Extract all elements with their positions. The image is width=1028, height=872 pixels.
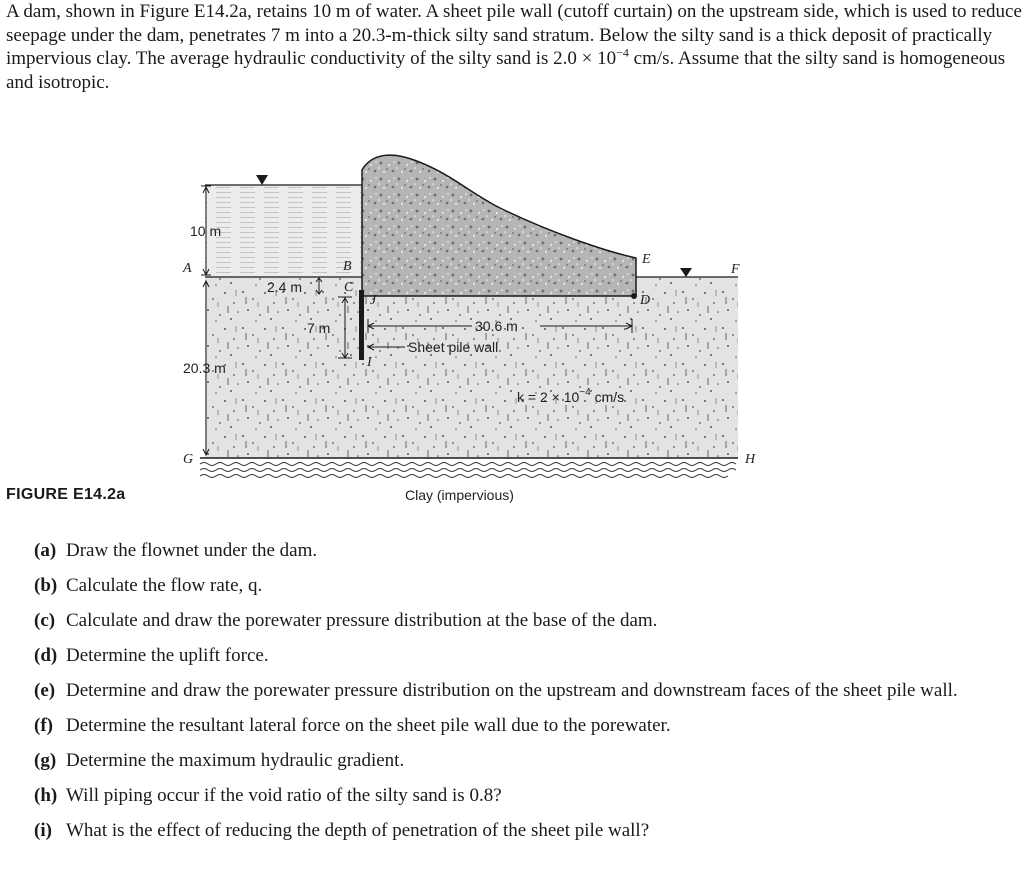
question-text: Will piping occur if the void ratio of the silty sand is 0.8? — [66, 785, 502, 806]
question-text: Determine the maximum hydraulic gradient. — [66, 750, 405, 771]
sheet-offset-label: 2.4 m — [267, 279, 303, 295]
question-letter: (c) — [34, 610, 56, 631]
point-f-label: F — [731, 262, 740, 277]
intro-text-a: A dam, shown in Figure E14.2a, retains 10 m of water. A sheet pile wall (cutoff curtain) on the upstream side, which is used to reduce seepage under the dam, penetrates 7 m into a 20.3-m-thick silty sand stratum. Below the silty sand is a thick deposit of practically impervious clay. The average hydraulic conductivity of the silty sand is 2.0 × 10 — [6, 1, 1022, 69]
conductivity-base: k = 2 × 10 — [517, 389, 580, 405]
point-h-label: H — [745, 452, 756, 467]
intro-exponent: −4 — [616, 45, 629, 60]
point-c-label: C — [344, 280, 354, 295]
question-item — [34, 574, 1024, 598]
question-text: Calculate the flow rate, q. — [66, 575, 263, 596]
question-letter: (f) — [34, 715, 53, 736]
point-g-label: G — [183, 452, 194, 467]
conductivity-label — [517, 387, 624, 405]
point-a-label: A — [183, 261, 192, 276]
clay-layer — [200, 463, 736, 466]
conductivity-exponent: −4 — [579, 387, 591, 398]
dam-body — [362, 155, 636, 296]
question-letter: (b) — [34, 575, 58, 596]
figure-caption: FIGURE E14.2a — [6, 486, 126, 503]
point-i-label: I — [367, 355, 372, 370]
reservoir-water — [205, 185, 362, 277]
penetration-label: 7 m — [307, 320, 331, 336]
question-letter: (a) — [34, 540, 57, 561]
question-letter: (d) — [34, 645, 58, 666]
question-item — [34, 714, 1024, 738]
question-list — [34, 539, 1024, 854]
question-text: Draw the flownet under the dam. — [66, 540, 318, 561]
clay-label: Clay (impervious) — [405, 487, 514, 503]
stratum-thickness-label: 20.3 m — [183, 360, 226, 376]
point-d-marker — [631, 293, 637, 299]
sheet-pile-wall — [359, 290, 364, 360]
water-depth-label: 10 m — [190, 223, 222, 239]
question-item — [34, 679, 1024, 703]
question-letter: (i) — [34, 820, 52, 841]
question-letter: (g) — [34, 750, 57, 771]
intro-text-b: cm/s. Assume that the silty sand is homogeneous and isotropic. — [6, 48, 1006, 93]
question-text: Calculate and draw the porewater pressure distribution at the base of the dam. — [66, 610, 658, 631]
point-j-label: J — [370, 293, 377, 308]
point-b-label: B — [343, 259, 352, 274]
question-text: Determine and draw the porewater pressure distribution on the upstream and downstream faces of the sheet pile wall. — [66, 680, 958, 701]
base-length-label: 30.6 m — [475, 318, 518, 334]
upstream-water-table-icon — [256, 175, 268, 185]
question-item — [34, 609, 1024, 633]
question-item — [34, 539, 1024, 563]
question-letter: (e) — [34, 680, 56, 701]
conductivity-unit: cm/s — [590, 389, 625, 405]
question-text: Determine the uplift force. — [66, 645, 269, 666]
question-text: What is the effect of reducing the depth of penetration of the sheet pile wall? — [66, 820, 650, 841]
question-item — [34, 644, 1024, 668]
downstream-water-table-icon — [680, 268, 692, 277]
question-item — [34, 749, 1024, 773]
question-letter: (h) — [34, 785, 58, 806]
silty-sand-stratum — [205, 277, 738, 458]
point-d-label: D — [640, 293, 651, 308]
question-item — [34, 819, 1024, 843]
point-e-label: E — [642, 252, 651, 267]
question-text: Determine the resultant lateral force on the sheet pile wall due to the porewater. — [66, 715, 671, 736]
question-item — [34, 784, 1024, 808]
sheet-pile-label: Sheet pile wall — [408, 339, 499, 355]
